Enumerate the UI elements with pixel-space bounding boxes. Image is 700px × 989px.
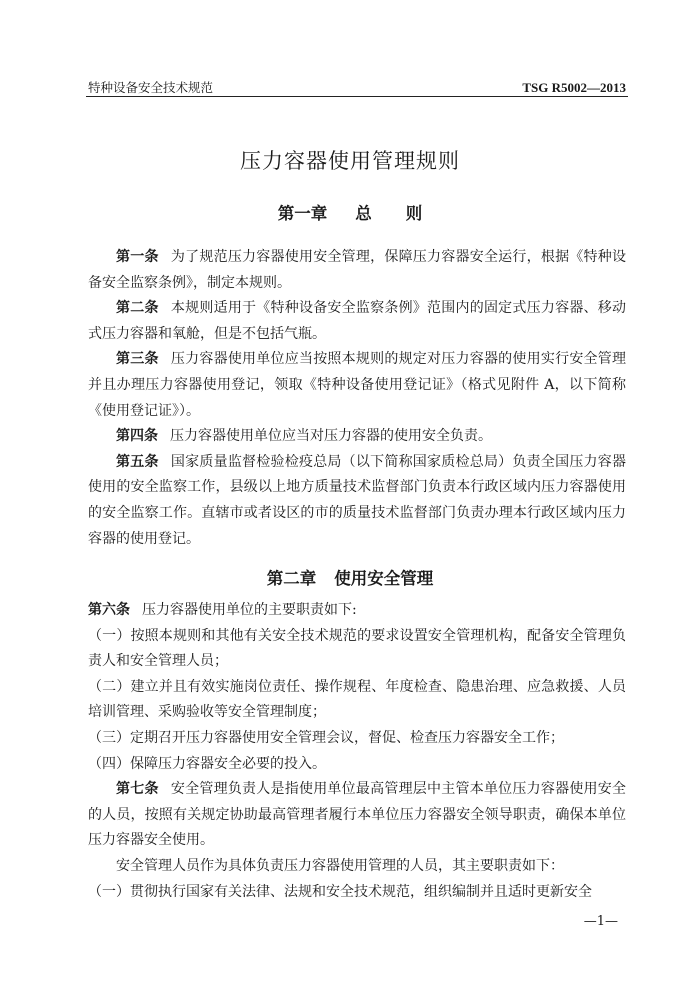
article-label: 第六条: [88, 602, 130, 618]
article-label: 第七条: [116, 781, 159, 798]
duty-item-4: （四）保障压力容器安全必要的投入。: [88, 755, 326, 772]
staff-duty-item-1: （一）贯彻执行国家有关法律、法规和安全技术规范，组织编制并且适时更新安全: [88, 883, 592, 900]
duty-item-1: （一）按照本规则和其他有关安全技术规范的要求设置安全管理机构，配备安全管理负责人和安全管理人员；: [88, 627, 626, 670]
header-spec-label: 特种设备安全技术规范: [88, 80, 214, 95]
article-label: 第四条: [116, 428, 158, 445]
chapter-1-heading: [0, 200, 700, 224]
article-text: 压力容器使用单位的主要职责如下:: [142, 602, 357, 618]
staff-duties-intro: 安全管理人员作为具体负责压力容器使用管理的人员，其主要职责如下：: [116, 857, 564, 874]
article-label: 第三条: [116, 351, 159, 368]
document-title: 压力容器使用管理规则: [240, 149, 460, 173]
article-text: 本规则适用于《特种设备安全监察条例》范围内的固定式压力容器、移动式压力容器和氧舱，但是不包括气瓶。: [88, 300, 626, 342]
chapter-1-number: 第一章: [277, 204, 328, 223]
article-text: 为了规范压力容器使用安全管理，保障压力容器安全运行，根据《特种设备安全监察条例》，制定本规则。: [88, 249, 626, 291]
article-label: 第五条: [116, 453, 159, 470]
article-label: 第二条: [116, 300, 159, 317]
chapter-2-name: 使用安全管理: [334, 569, 434, 588]
article-3: [88, 347, 626, 424]
duty-item-2: （二）建立并且有效实施岗位责任、操作规程、年度检查、隐患治理、应急救援、人员培训管理、采购验收等安全管理制度；: [88, 678, 626, 721]
article-4: [88, 424, 626, 450]
article-5: [88, 450, 626, 552]
article-1: [88, 245, 626, 296]
chapter-2-body: [88, 598, 626, 905]
article-text: 压力容器使用单位应当按照本规则的规定对压力容器的使用实行安全管理并且办理压力容器使用登记，领取《特种设备使用登记证》（格式见附件 A，以下简称《使用登记证》）。: [88, 351, 626, 419]
article-2: [88, 296, 626, 347]
page-number: —1—: [583, 914, 618, 929]
running-header: [88, 78, 626, 96]
chapter-1-name-part2: 则: [405, 204, 423, 223]
header-standard-code: TSG R5002—2013: [522, 80, 626, 95]
article-text: 安全管理负责人是指使用单位最高管理层中主管本单位压力容器使用安全的人员，按照有关规定协助最高管理者履行本单位压力容器安全领导职责，确保本单位压力容器安全使用。: [88, 781, 626, 849]
header-rule: [86, 96, 628, 97]
article-text: 国家质量监督检验检疫总局（以下简称国家质检总局）负责全国压力容器使用的安全监察工作，县级以上地方质量技术监督部门负责本行政区域内压力容器使用的安全监察工作。直辖市或者设区的市的质量技术监督部门负责办理本行政区域内压力容器的使用登记。: [88, 453, 626, 547]
chapter-1-body: [88, 245, 626, 552]
article-7: [88, 777, 626, 854]
chapter-1-name-part1: 总: [355, 204, 372, 223]
article-label: 第一条: [116, 249, 159, 265]
article-6: [88, 598, 626, 624]
chapter-2-number: 第二章: [266, 569, 317, 588]
duty-item-3: （三）定期召开压力容器使用安全管理会议，督促、检查压力容器安全工作；: [88, 729, 564, 746]
chapter-2-heading: [0, 565, 700, 589]
article-text: 压力容器使用单位应当对压力容器的使用安全负责。: [170, 428, 492, 445]
